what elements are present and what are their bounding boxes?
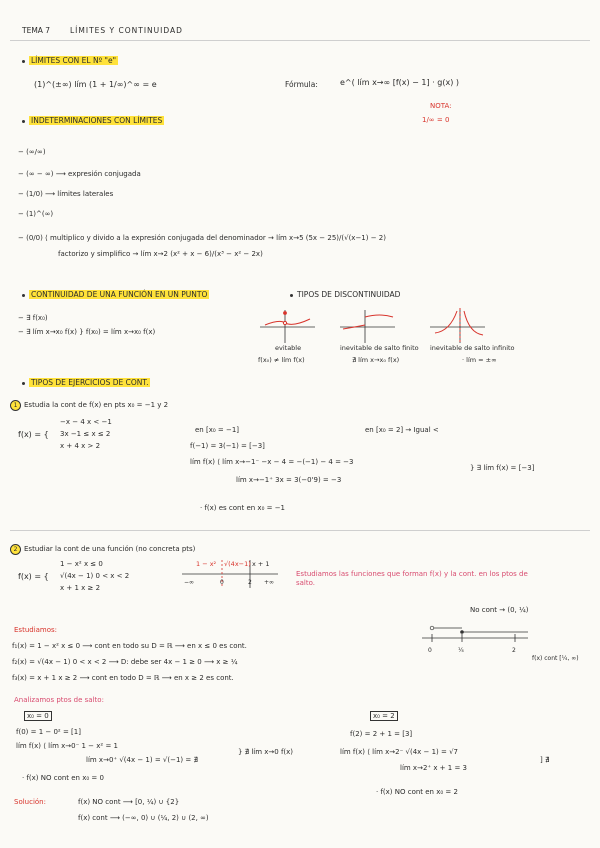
- ex1-en-2: en [x₀ = 2] → Igual <: [365, 426, 439, 434]
- rule-1: [10, 530, 590, 531]
- indet-item-5: − (0/0) ⟨ multiplico y divido a la expresión conjugada del denominador → lím x→5 (5x − 25)/(√(x−1) − 2): [18, 234, 386, 242]
- axis-label-quarter: ¼: [458, 647, 464, 654]
- ex2-graph-label-2pt: 2: [248, 579, 252, 586]
- formula-expr: e^( lím x→∞ [f(x) − 1] · g(x) ): [340, 78, 459, 87]
- formula-label: Fórmula:: [285, 80, 318, 89]
- ex1-title: 1 Estudia la cont de f(x) en pts x₀ = −1 y 2: [10, 400, 168, 411]
- ex2-graph-label-1: 1 − x²: [196, 560, 217, 568]
- tipos-heading: TIPOS DE DISCONTINUIDAD: [290, 290, 400, 299]
- x0-conclusion: · f(x) NO cont en x₀ = 0: [22, 774, 104, 782]
- tipo-3-desc: · lím = ±∞: [462, 356, 497, 364]
- x2-result: ] ∄: [540, 756, 550, 764]
- solucion-label: Solución:: [14, 798, 46, 806]
- ex1-line-1: f(−1) = 3(−1) = [−3]: [190, 442, 265, 450]
- ex2-graph-label-0: 0: [220, 579, 224, 586]
- ex1-fx-piece-1: −x − 4 x < −1: [60, 418, 112, 426]
- cont-cond-2: − ∃ lím x→x₀ f(x) } f(x₀) = lím x→x₀ f(x): [18, 328, 156, 336]
- ex2-fx-piece-3: x + 1 x ≥ 2: [60, 584, 101, 592]
- x0-line-3: lím x→0⁺ √(4x − 1) = √(−1) = ∄: [86, 756, 198, 764]
- ex1-fx-label: f(x) = {: [18, 430, 49, 439]
- x2-line-2: lím f(x) ⟨ lím x→2⁻ √(4x − 1) = √7: [340, 748, 459, 756]
- ex2-graph-label-posinf: +∞: [264, 579, 275, 586]
- x2-conclusion: · f(x) NO cont en x₀ = 2: [376, 788, 458, 796]
- estudiamos-line-2: f₂(x) = √(4x − 1) 0 < x < 2 ⟶ D: debe ser 4x − 1 ≥ 0 ⟶ x ≥ ¼: [12, 658, 238, 666]
- indet-item-1: − (∞/∞): [18, 148, 46, 156]
- ex2-fx-label: f(x) = {: [18, 572, 49, 581]
- tipo-2-desc: ∄ lím x→x₀ f(x): [352, 356, 400, 364]
- ex2-graph-label-2: √(4x−1): [224, 560, 251, 568]
- ex1-line-3: lím x→−1⁺ 3x = 3(−0'9) = −3: [236, 476, 342, 484]
- solucion-line-1: f(x) NO cont ⟶ [0, ¼) ∪ {2}: [78, 798, 180, 806]
- x0-line-1: f(0) = 1 − 0² = [1]: [16, 728, 81, 736]
- axis-label-2: 2: [512, 647, 516, 654]
- ex1-result: } ∃ lím f(x) = [−3]: [470, 464, 535, 472]
- x0-result: } ∄ lím x→0 f(x): [238, 748, 294, 756]
- header-rule: [10, 40, 590, 41]
- x0-line-2: lím f(x) ⟨ lím x→0⁻ 1 − x² = 1: [16, 742, 118, 750]
- indet-item-4: − (1)^(∞): [18, 210, 54, 218]
- indet-item-2: − (∞ − ∞) ⟶ expresión conjugada: [18, 170, 141, 178]
- tema-label: TEMA 7: [22, 26, 51, 35]
- ex2-fx-piece-2: √(4x − 1) 0 < x < 2: [60, 572, 130, 580]
- x0-box: x₀ = 0: [24, 712, 52, 721]
- cont-cond-1: − ∃ f(x₀): [18, 314, 48, 322]
- indet-item-3: − (1/0) ⟶ límites laterales: [18, 190, 114, 198]
- section-heading-continuidad: CONTINUIDAD DE UNA FUNCIÓN EN UN PUNTO: [22, 290, 209, 299]
- section-heading-indeterminaciones: INDETERMINACIONES CON LÍMITES: [22, 116, 164, 125]
- estudiamos-line-3: f₃(x) = x + 1 x ≥ 2 ⟶ cont en todo D = ℝ ⟶ en x ≥ 2 es cont.: [12, 674, 234, 682]
- ex2-fx-piece-1: 1 − x² x ≤ 0: [60, 560, 103, 568]
- ex2-graph-label-3: x + 1: [252, 560, 270, 568]
- estudiamos-heading: Estudiamos:: [14, 626, 58, 634]
- ex1-conclusion: · f(x) es cont en x₀ = −1: [200, 504, 286, 512]
- x2-line-3: lím x→2⁺ x + 1 = 3: [400, 764, 467, 772]
- ex1-en-1: en [x₀ = −1]: [195, 426, 240, 434]
- ex1-fx-piece-3: x + 4 x > 2: [60, 442, 101, 450]
- nota-value: 1/∞ = 0: [422, 116, 450, 124]
- tipo-2-name: inevitable de salto finito: [340, 344, 419, 352]
- ex1-line-2: lím f(x) ⟨ lím x→−1⁻ −x − 4 = −(−1) − 4 = −3: [190, 458, 354, 466]
- ex2-graph-label-neginf: −∞: [184, 579, 195, 586]
- ex2-no-cont: No cont → (0, ¼): [470, 606, 529, 614]
- axis-note: f(x) cont [¼, ∞): [532, 655, 579, 662]
- tipo-3-name: inevitable de salto infinito: [430, 344, 515, 352]
- section-heading-ejercicios: TIPOS DE EJERCICIOS DE CONT.: [22, 378, 150, 387]
- estudiamos-line-1: f₁(x) = 1 − x² x ≤ 0 ⟶ cont en todo su D = ℝ ⟶ en x ≤ 0 es cont.: [12, 642, 247, 650]
- x2-line-1: f(2) = 2 + 1 = [3]: [350, 730, 413, 738]
- saltos-heading: Analizamos ptos de salto:: [14, 696, 104, 704]
- ex1-fx-piece-2: 3x −1 ≤ x ≤ 2: [60, 430, 111, 438]
- x2-box: x₀ = 2: [370, 712, 398, 721]
- nota-label: NOTA:: [430, 102, 452, 110]
- solucion-line-2: f(x) cont ⟶ (−∞, 0) ∪ (¼, 2) ∪ (2, ∞): [78, 814, 209, 822]
- section-heading-e: LÍMITES CON EL Nº "e": [22, 56, 118, 65]
- ex2-note: Estudiamos las funciones que forman f(x) y la cont. en los ptos de salto.: [296, 570, 528, 587]
- page-title: LÍMITES Y CONTINUIDAD: [70, 26, 183, 35]
- axis-label-0: 0: [428, 647, 432, 654]
- tipo-1-name: evitable: [275, 344, 302, 352]
- tipo-1-desc: f(x₀) ≠ lím f(x): [258, 356, 305, 364]
- e-limit-expr: (1)^(±∞) lím (1 + 1/∞)^∞ = e: [34, 80, 157, 89]
- indet-item-6: factorizo y simplifico → lím x→2 (x² + x − 6)/(x³ − x² − 2x): [58, 250, 263, 258]
- ex2-title: 2 Estudiar la cont de una función (no concreta pts): [10, 544, 195, 555]
- discontinuity-sketches: [255, 305, 545, 345]
